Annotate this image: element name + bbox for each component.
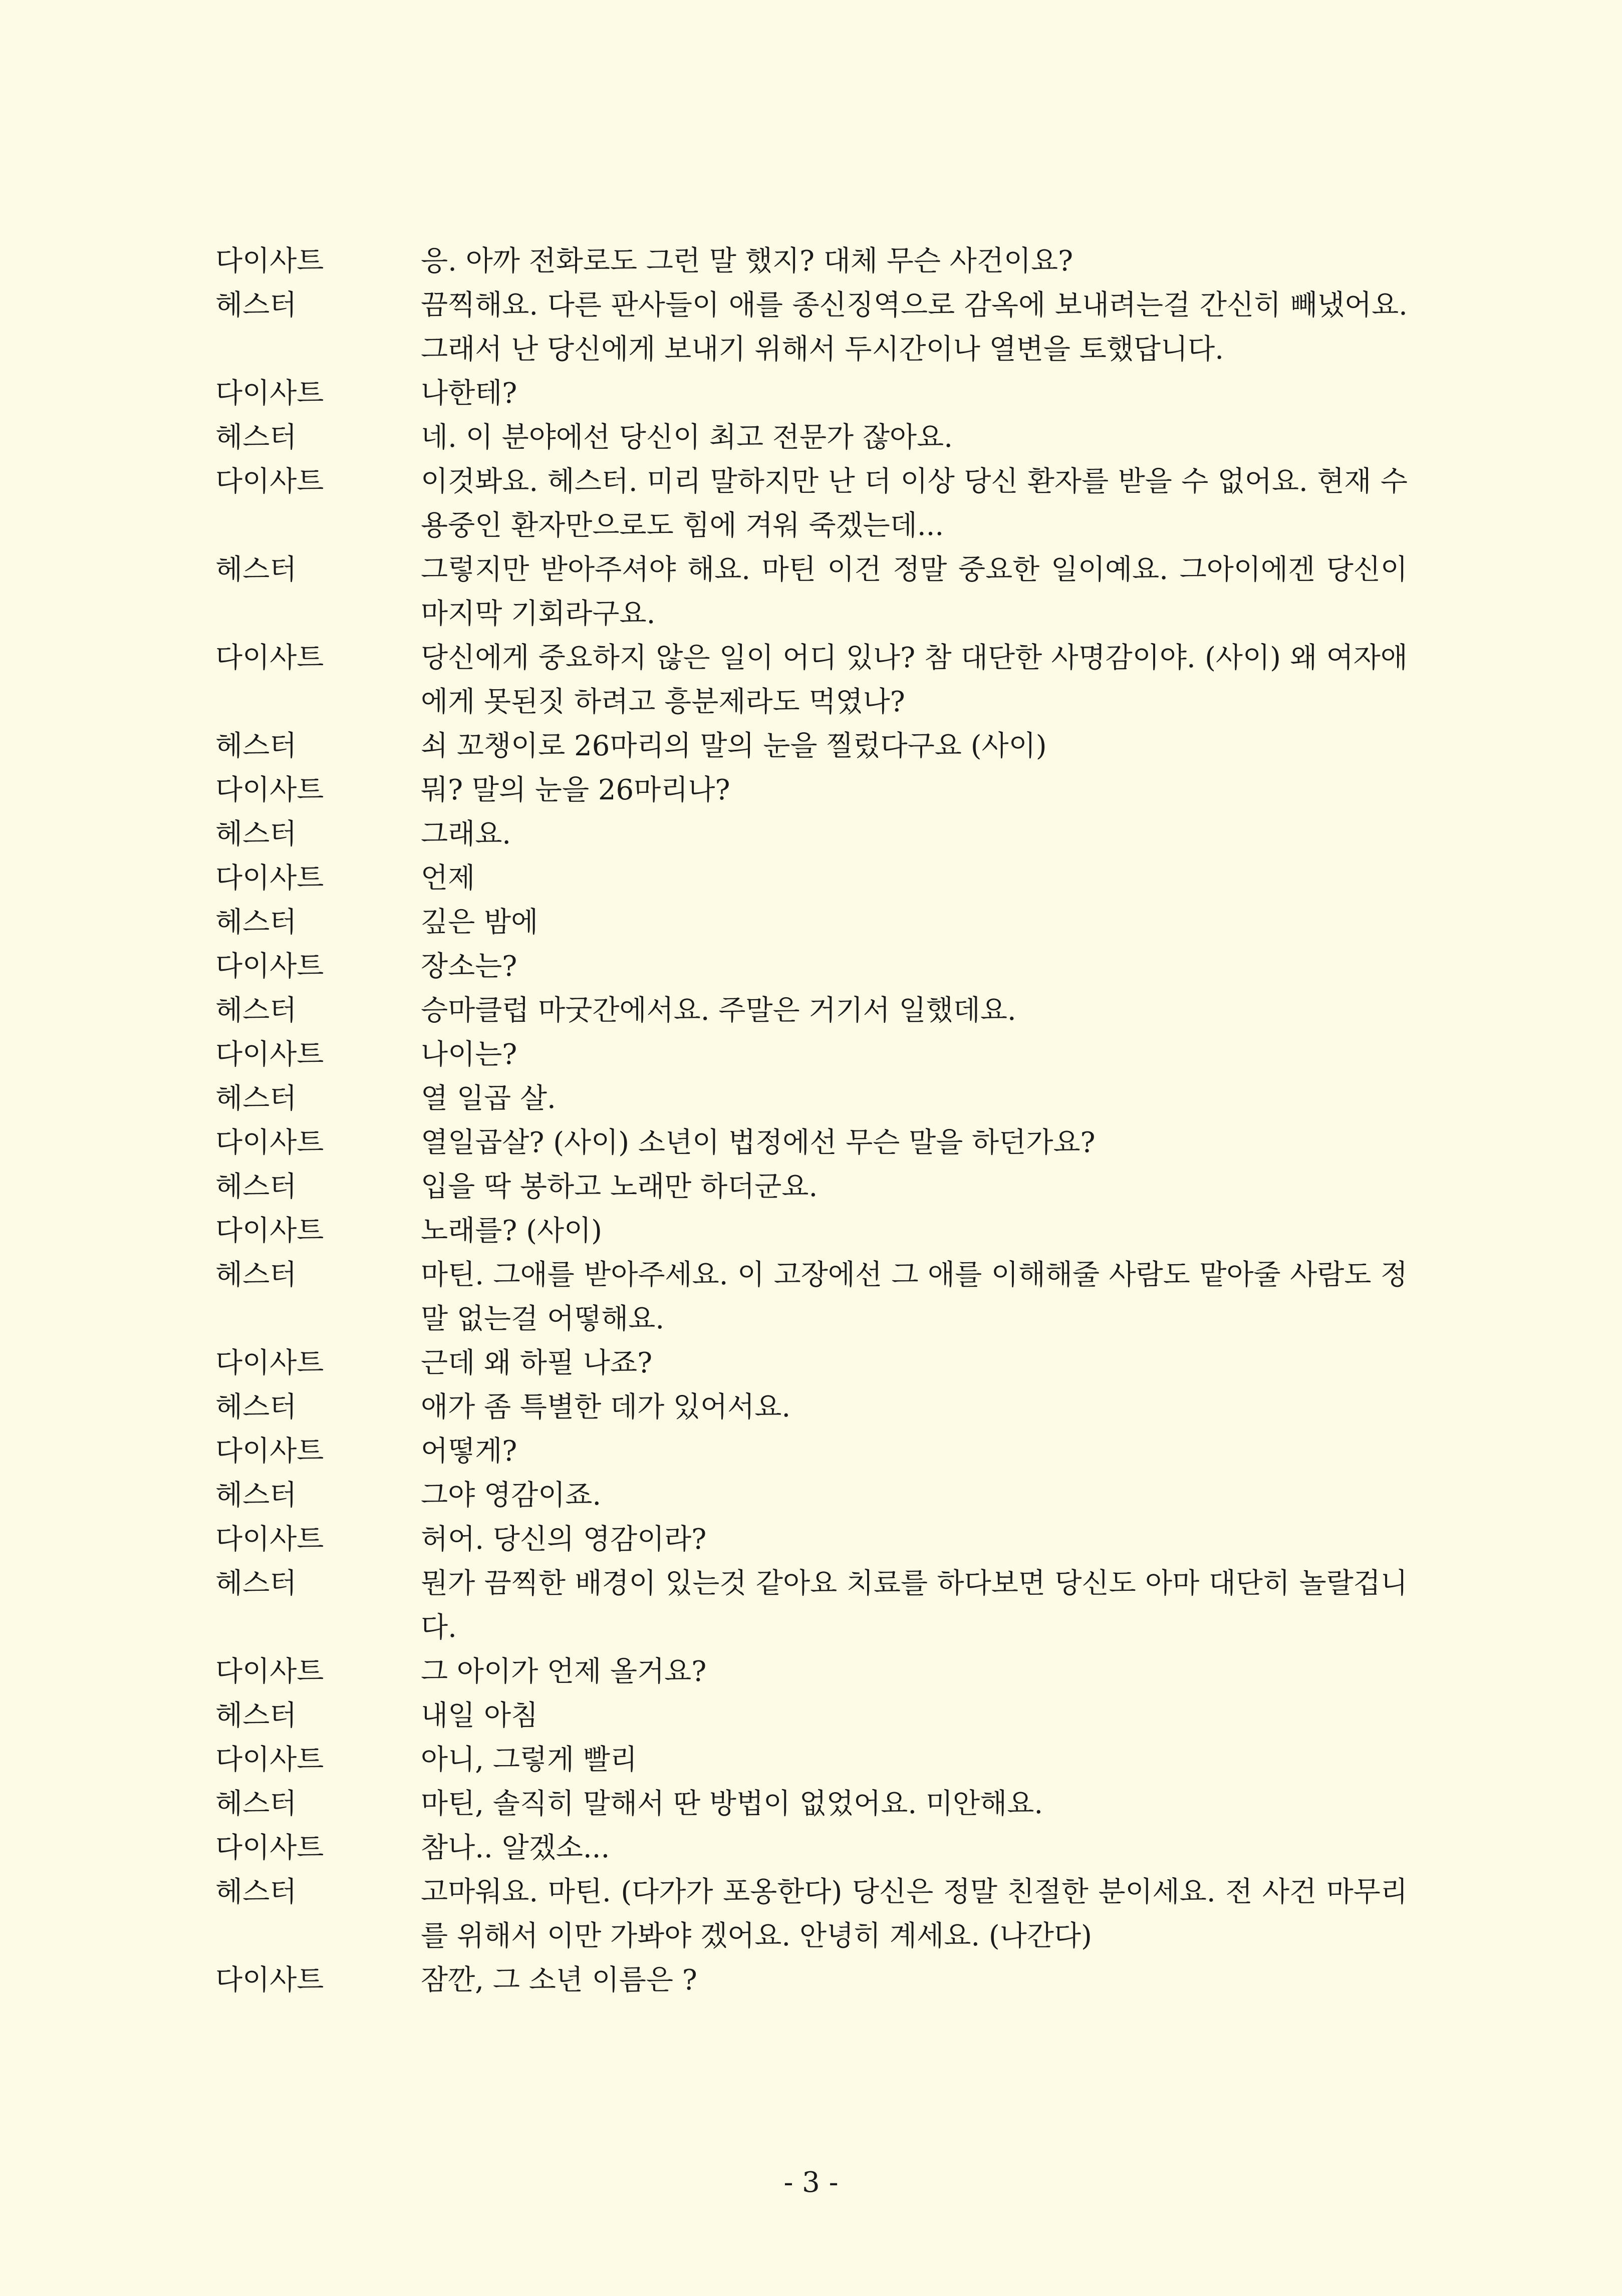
dialogue-text: 당신에게 중요하지 않은 일이 어디 있나? 참 대단한 사명감이야. (사이) 왜 여자애에게 못된짓 하려고 흥분제라도 먹였나? — [421, 642, 1408, 718]
dialogue-line — [215, 1429, 1408, 1474]
dialogue-line — [215, 372, 1408, 416]
dialogue-line — [215, 1738, 1408, 1782]
dialogue-line — [215, 856, 1408, 901]
dialogue-text: 근데 왜 하필 나죠? — [421, 1347, 653, 1379]
speaker-name: 헤스터 — [215, 730, 297, 762]
dialogue-text: 아니, 그렇게 빨리 — [421, 1744, 638, 1776]
dialogue-text: 참나.. 알겠소... — [421, 1832, 610, 1864]
dialogue-line — [215, 1341, 1408, 1385]
dialogue-text: 끔찍해요. 다른 판사들이 애를 종신징역으로 감옥에 보내려는걸 간신히 빼냈어요. 그래서 난 당신에게 보내기 위해서 두시간이나 열변을 토했답니다. — [421, 289, 1408, 366]
dialogue-text: 허어. 당신의 영감이라? — [421, 1523, 707, 1556]
speaker-name: 다이사트 — [215, 642, 324, 674]
speaker-name: 다이사트 — [215, 862, 324, 895]
dialogue-line — [215, 1033, 1408, 1077]
dialogue-text: 입을 딱 봉하고 노래만 하더군요. — [421, 1171, 818, 1203]
dialogue-line — [215, 1077, 1408, 1121]
dialogue-line — [215, 460, 1408, 548]
dialogue-line — [215, 1870, 1408, 1958]
dialogue-line — [215, 416, 1408, 460]
dialogue-text: 열일곱살? (사이) 소년이 법정에선 무슨 말을 하던가요? — [421, 1126, 1096, 1159]
dialogue-line — [215, 812, 1408, 856]
dialogue-line — [215, 945, 1408, 989]
dialogue-text: 쇠 꼬챙이로 26마리의 말의 눈을 찔렀다구요 (사이) — [421, 730, 1047, 762]
speaker-name: 헤스터 — [215, 994, 297, 1027]
speaker-name: 다이사트 — [215, 465, 324, 498]
dialogue-line — [215, 1209, 1408, 1253]
dialogue-line — [215, 724, 1408, 768]
dialogue-line — [215, 1474, 1408, 1518]
dialogue-text: 깊은 밤에 — [421, 906, 538, 939]
speaker-name: 헤스터 — [215, 1788, 297, 1820]
speaker-name: 헤스터 — [215, 1259, 297, 1291]
dialogue-line — [215, 1385, 1408, 1429]
dialogue-text: 마틴. 그애를 받아주세요. 이 고장에선 그 애를 이해해줄 사람도 맡아줄 사람도 정말 없는걸 어떻해요. — [421, 1259, 1408, 1335]
dialogue-line — [215, 548, 1408, 636]
speaker-name: 헤스터 — [215, 553, 297, 586]
dialogue-text: 이것봐요. 헤스터. 미리 말하지만 난 더 이상 당신 환자를 받을 수 없어요. 현재 수용중인 환자만으로도 힘에 겨워 죽겠는데... — [421, 465, 1408, 542]
speaker-name: 헤스터 — [215, 421, 297, 454]
dialogue-line — [215, 239, 1408, 283]
dialogue-text: 어떻게? — [421, 1435, 517, 1468]
dialogue-text: 응. 아까 전화로도 그런 말 했지? 대체 무슨 사건이요? — [421, 245, 1073, 277]
speaker-name: 다이사트 — [215, 1126, 324, 1159]
dialogue-text: 열 일곱 살. — [421, 1082, 556, 1115]
speaker-name: 다이사트 — [215, 1435, 324, 1468]
dialogue-text: 뭔가 끔찍한 배경이 있는것 같아요 치료를 하다보면 당신도 아마 대단히 놀랄겁니다. — [421, 1567, 1408, 1644]
dialogue-text: 그 아이가 언제 올거요? — [421, 1655, 707, 1688]
speaker-name: 헤스터 — [215, 1479, 297, 1512]
dialogue-text: 장소는? — [421, 950, 517, 983]
dialogue-line — [215, 1165, 1408, 1209]
speaker-name: 다이사트 — [215, 1744, 324, 1776]
dialogue-line — [215, 1650, 1408, 1694]
speaker-name: 다이사트 — [215, 377, 324, 410]
dialogue-line — [215, 1121, 1408, 1165]
dialogue-text: 언제 — [421, 862, 475, 895]
dialogue-text: 잠깐, 그 소년 이름은 ? — [421, 1964, 697, 1996]
speaker-name: 헤스터 — [215, 289, 297, 322]
dialogue-text: 내일 아침 — [421, 1699, 538, 1732]
script-body — [215, 239, 1408, 2002]
speaker-name: 다이사트 — [215, 950, 324, 983]
dialogue-text: 그렇지만 받아주셔야 해요. 마틴 이건 정말 중요한 일이예요. 그아이에겐 당신이 마지막 기회라구요. — [421, 553, 1408, 630]
speaker-name: 헤스터 — [215, 1391, 297, 1423]
speaker-name: 다이사트 — [215, 1655, 324, 1688]
dialogue-text: 나이는? — [421, 1038, 517, 1071]
dialogue-text: 나한테? — [421, 377, 517, 410]
speaker-name: 헤스터 — [215, 1567, 297, 1600]
page-number: - 3 - — [783, 2166, 839, 2199]
dialogue-text: 네. 이 분야에선 당신이 최고 전문가 잖아요. — [421, 421, 953, 454]
dialogue-text: 마틴, 솔직히 말해서 딴 방법이 없었어요. 미안해요. — [421, 1788, 1043, 1820]
speaker-name: 다이사트 — [215, 1964, 324, 1996]
dialogue-line — [215, 1958, 1408, 2002]
dialogue-line — [215, 1562, 1408, 1650]
dialogue-line — [215, 1694, 1408, 1738]
speaker-name: 다이사트 — [215, 1523, 324, 1556]
dialogue-line — [215, 1518, 1408, 1562]
speaker-name: 다이사트 — [215, 1038, 324, 1071]
speaker-name: 헤스터 — [215, 818, 297, 850]
dialogue-line — [215, 1826, 1408, 1870]
speaker-name: 헤스터 — [215, 1699, 297, 1732]
dialogue-line — [215, 989, 1408, 1033]
dialogue-text: 고마워요. 마틴. (다가가 포옹한다) 당신은 정말 친절한 분이세요. 전 사건 마무리를 위해서 이만 가봐야 겠어요. 안녕히 계세요. (나간다) — [421, 1876, 1408, 1952]
speaker-name: 다이사트 — [215, 1832, 324, 1864]
speaker-name: 다이사트 — [215, 1347, 324, 1379]
speaker-name: 헤스터 — [215, 906, 297, 939]
speaker-name: 다이사트 — [215, 245, 324, 277]
dialogue-line — [215, 901, 1408, 945]
speaker-name: 다이사트 — [215, 1215, 324, 1247]
dialogue-text: 그야 영감이죠. — [421, 1479, 602, 1512]
dialogue-text: 승마클럽 마굿간에서요. 주말은 거기서 일했데요. — [421, 994, 1016, 1027]
speaker-name: 헤스터 — [215, 1876, 297, 1908]
dialogue-text: 노래를? (사이) — [421, 1215, 602, 1247]
dialogue-line — [215, 768, 1408, 812]
speaker-name: 헤스터 — [215, 1082, 297, 1115]
speaker-name: 헤스터 — [215, 1171, 297, 1203]
dialogue-text: 애가 좀 특별한 데가 있어서요. — [421, 1391, 791, 1423]
speaker-name: 다이사트 — [215, 774, 324, 806]
dialogue-line — [215, 283, 1408, 372]
dialogue-line — [215, 1782, 1408, 1826]
dialogue-text: 뭐? 말의 눈을 26마리나? — [421, 774, 730, 806]
dialogue-line — [215, 636, 1408, 724]
dialogue-line — [215, 1253, 1408, 1341]
dialogue-text: 그래요. — [421, 818, 511, 850]
